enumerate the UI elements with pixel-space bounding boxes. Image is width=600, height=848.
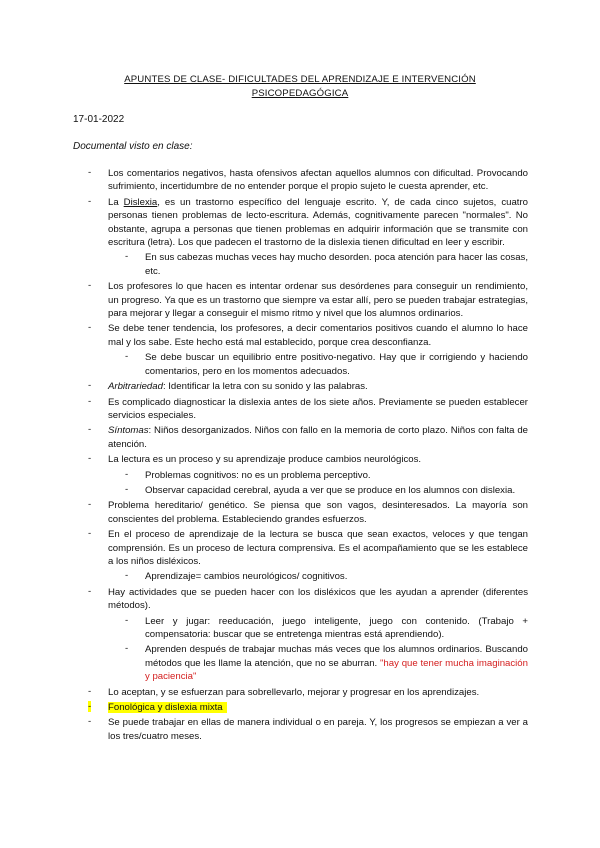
title-line-1: APUNTES DE CLASE- DIFICULTADES DEL APRENDIZAJE E INTERVENCIÓN [124,74,476,85]
list-item [0,396,600,423]
bullet-dash: - [88,167,92,178]
title-line-2: PSICOPEDAGÓGICA [251,88,349,99]
list-item-text: Lo aceptan, y se esfuerzan para sobrellevarlo, mejorar y progresar en los aprendizajes. [108,686,480,698]
list-item [0,322,600,349]
bullet-dash: - [88,585,92,597]
list-item-text: Síntomas: Niños desorganizados. Niños con fallo en la memoria de corto plazo. Niños con falta de atención. [108,425,528,450]
dislexia-term: Dislexia [123,196,158,208]
list-item [0,380,600,393]
list-item-text: Es complicado diagnosticar la dislexia antes de los siete años. Previamente se pueden establecer servicios especiales. [108,396,528,421]
bullet-dash: - [88,380,92,392]
page-title [60,73,540,101]
list-item-text: La Dislexia, es un trastorno específico del lenguaje escrito. Y, de cada cinco sujetos, cuatro personas tienen problemas de lecto-escritura. Además, cognitivamente parecen "normales". No obstante, agrupa a personas que tienen problemas en adquirir información que se transmite con escritura (letra). Los que padecen el trastorno de la dislexia tienen dificultad en leer y escribir. [108,196,528,249]
list-item-text: Aprenden después de trabajar muchas más veces que los alumnos ordinarios. Buscando métodos que les llame la atención, que no se aburran. "hay que tener mucha imaginación y paciencia" [145,644,528,683]
list-item [0,167,600,194]
subtitle-text: Documental visto en clase: [73,141,193,152]
bullet-dash: - [125,570,129,582]
list-item [0,570,600,583]
term-italic: Síntomas [108,425,149,437]
bullet-dash: - [88,453,92,465]
date-text: 17-01-2022 [73,114,125,125]
list-item [0,424,600,451]
highlight: Fonológica y dislexia mixta [108,702,227,713]
quote-red: "hay que tener mucha imaginación y paciencia" [145,657,528,683]
list-item-text [108,701,528,714]
list-item-text: Se puede trabajar en ellas de manera individual o en pareja. Y, los progresos se empiezan a ver a los tres/cuatro meses. [108,717,528,742]
list-item [0,453,600,466]
bullet-dash: - [88,322,92,334]
list-item-text: Aprendizaje= cambios neurológicos/ cognitivos. [145,571,348,583]
bullet-dash: - [88,499,92,511]
list-item-text: Arbitrariedad: Identificar la letra con su sonido y las palabras. [108,381,368,393]
bullet-dash: - [88,716,92,728]
list-item [0,469,600,482]
list-item-text: Se debe tener tendencia, los profesores, a decir comentarios positivos cuando el alumno lo hace mal y los sabe. Este hecho está mal establecido, porque crea desconfianza. [108,323,528,348]
list-item-text: La lectura es un proceso y su aprendizaje produce cambios neurológicos. [108,454,422,466]
list-item [0,586,600,613]
bullet-dash: - [88,701,92,713]
list-item [0,686,600,699]
bullet-dash: - [88,280,92,292]
list-item [0,484,600,497]
list-item-text: Problema hereditario/ genético. Se piensa que son vagos, desinteresados. La mayoría son conscientes del problema. Estableciendo grandes esfuerzos. [108,500,528,525]
bullet-dash: - [125,351,129,363]
bullet-dash: - [88,528,92,540]
bullet-dash: - [125,251,129,263]
list-item-text: Se debe buscar un equilibrio entre positivo-negativo. Hay que ir corrigiendo y haciendo comentarios, pero en los momentos adecuados. [145,352,528,377]
list-item-text: Los profesores lo que hacen es intentar ordenar sus desórdenes para conseguir un rendimiento, un progreso. Ya que es un trastorno que siempre va estar allí, pero se pueden trabajar estrategias, para mejorar y llegar a conseguir el mismo ritmo y nivel que los alumnos ordinarios. [108,281,528,320]
bullet-dash: - [88,195,92,207]
list-item [0,615,600,642]
bullet-dash: - [125,643,129,655]
list-item-text: Leer y jugar: reeducación, juego inteligente, juego con contenido. (Trabajo + compensatoria: buscar que se entretenga mientras está aprendiendo). [145,615,528,640]
list-item [0,499,600,526]
list-item-text: Problemas cognitivos: no es un problema perceptivo. [145,469,371,481]
bullet-dash: - [125,483,129,495]
list-item [0,280,600,320]
list-item [0,351,600,378]
list-item-text: Los comentarios negativos, hasta ofensivos afectan aquellos alumnos con dificultad. Provocando sufrimiento, incertidumbre de no entender porque el propio sujeto le cuesta aprender, etc. [108,168,528,193]
bullet-dash: - [88,424,92,436]
notes-list [0,167,600,745]
list-item-text: Observar capacidad cerebral, ayuda a ver que se produce en los alumnos con dislexia. [145,484,516,496]
bullet-dash: - [88,395,92,407]
list-item [0,251,600,278]
list-item [0,528,600,568]
list-item [0,196,600,250]
bullet-dash: - [125,614,129,626]
list-item-text: Hay actividades que se pueden hacer con los disléxicos que les ayudan a aprender (diferentes métodos). [108,586,528,612]
bullet-dash: - [125,468,129,480]
list-item-text: En sus cabezas muchas veces hay mucho desorden. poca atención para hacer las cosas, etc. [145,252,528,277]
list-item-highlighted [0,701,600,714]
list-item-text: En el proceso de aprendizaje de la lectura se busca que sean exactos, veloces y que tengan comprensión. Es un proceso de lectura comprensiva. Es el acompañamiento que se les establece a los niños disléxicos. [108,529,528,567]
bullet-dash: - [88,685,92,697]
term-italic: Arbitrariedad [108,381,163,393]
list-item [0,643,600,683]
list-item [0,716,600,743]
